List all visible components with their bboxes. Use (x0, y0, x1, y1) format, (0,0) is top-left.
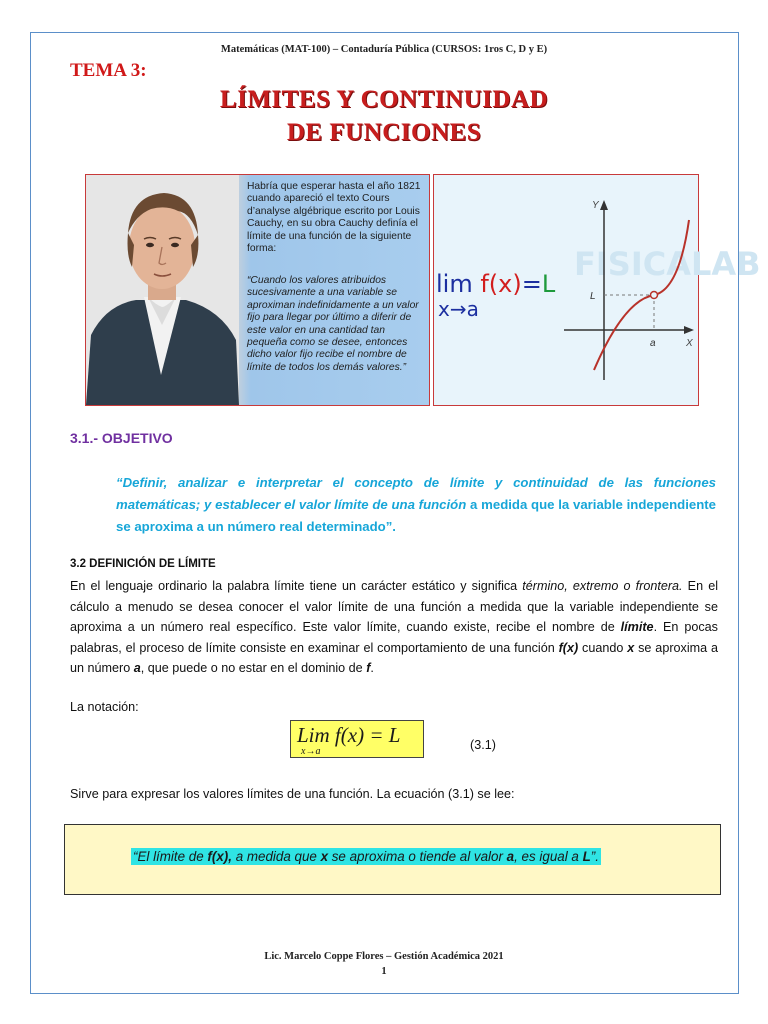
def-bold-limite: límite (620, 620, 654, 634)
objetivo-text (116, 472, 716, 538)
sirve-text: Sirve para expresar los valores límites de una función. La ecuación (3.1) se lee: (70, 787, 515, 801)
watermark-text: FISICALAB (574, 245, 761, 283)
tema-label: TEMA 3: (70, 60, 147, 81)
y-axis-arrow-icon (600, 200, 608, 210)
y-axis-label: Y (592, 200, 599, 211)
objetivo-italic: “Definir, analizar e interpretar el concepto de límite y continuidad de las funciones matemáticas; y establecer el valor límite de una función (116, 475, 716, 512)
cauchy-image (85, 174, 430, 406)
limit-graphic (433, 174, 761, 406)
equation-number: (3.1) (470, 738, 496, 752)
limit-subscript-text: x→a (438, 297, 479, 321)
L-label: L (590, 291, 596, 302)
def-bold-fx: f(x) (558, 640, 579, 655)
x-axis-label: X (686, 338, 693, 349)
def-bold-f: f (366, 661, 371, 675)
lim-word: lim (436, 270, 473, 298)
fx-term: f(x) (480, 270, 522, 298)
def-italic-1: término, extremo o frontera. (522, 579, 683, 593)
def-bold-x: x (627, 640, 635, 655)
a-label: a (650, 338, 656, 349)
formula-main: Lim f(x) = L (297, 723, 401, 747)
quote-part-x: x (320, 849, 329, 864)
def-text-4: cuando (578, 640, 628, 655)
quote-part-c: a medida que (231, 849, 321, 864)
quote-part-end: ”. (590, 849, 599, 864)
def-text-6: , que puede o no estar en el dominio de (140, 661, 367, 675)
quote-part-a-value: a (506, 849, 515, 864)
cauchy-portrait (86, 175, 239, 405)
formula-box (290, 720, 424, 758)
quote-part-e: se aproxima o tiende al valor (328, 849, 507, 864)
def-text-3: . En pocas palabras, el proceso de límite consiste en examinar el comportamiento de una función (70, 620, 718, 655)
def-text-1: En el lenguaje ordinario la palabra límite tiene un carácter estático y significa (70, 579, 523, 593)
quote-part-L: L (582, 849, 591, 864)
open-point-icon (651, 292, 658, 299)
formula-subscript: x→a (301, 746, 321, 757)
quote-part-g: , es igual a (514, 849, 583, 864)
reading-quote (131, 848, 601, 865)
x-axis-arrow-icon (684, 326, 694, 334)
course-header: Matemáticas (MAT-100) – Contaduría Pública (CURSOS: 1ros C, D y E) (220, 44, 548, 55)
cauchy-intro-text: Habría que esperar hasta el año 1821 cuando apareció el texto Cours d’analyse algébrique escrito por Louis Cauchy, en su obra Cauchy definía el límite de una función de la siguiente forma: (247, 181, 421, 255)
objetivo-normal: a medida que la variable independiente se aproxima a un número real determinado”. (116, 497, 716, 534)
limit-expression (436, 270, 555, 298)
definicion-paragraph (70, 576, 718, 679)
def-text-5: se aproxima a un número (70, 640, 718, 675)
cauchy-quote-text: “Cuando los valores atribuidos sucesivamente a una variable se aproximan indefinidamente a un valor fijo para llegar por último a diferir de este valor en una cantidad tan pequeña como se desee, entonces dicho valor fijo recibe el nombre de límite de todos los demás valores.” (247, 275, 419, 373)
definicion-title: 3.2 DEFINICIÓN DE LÍMITE (70, 558, 216, 570)
quote-part-fx: f(x), (207, 849, 232, 864)
quote-part-a: “El límite de (133, 849, 208, 864)
L-term: L (541, 270, 556, 298)
def-text-2: En el cálculo a menudo se desea conocer el valor límite de una función a medida que la variable independiente se aproxima a un número real específico. Este valor límite, cuando existe, recibe el nombre de (70, 579, 718, 634)
limit-subscript (438, 297, 479, 321)
equals-sign: = (521, 270, 542, 298)
main-title-line1: LÍMITES Y CONTINUIDAD (219, 86, 549, 113)
objetivo-title: 3.1.- OBJETIVO (70, 430, 173, 446)
limit-graph (554, 190, 761, 390)
notacion-label: La notación: (70, 700, 139, 714)
footer-author: Lic. Marcelo Coppe Flores – Gestión Académica 2021 (264, 951, 504, 962)
main-title-line2: DE FUNCIONES (286, 119, 482, 146)
def-bold-a: a (133, 661, 141, 675)
page-number: 1 (381, 966, 387, 977)
def-text-7: . (370, 661, 374, 675)
